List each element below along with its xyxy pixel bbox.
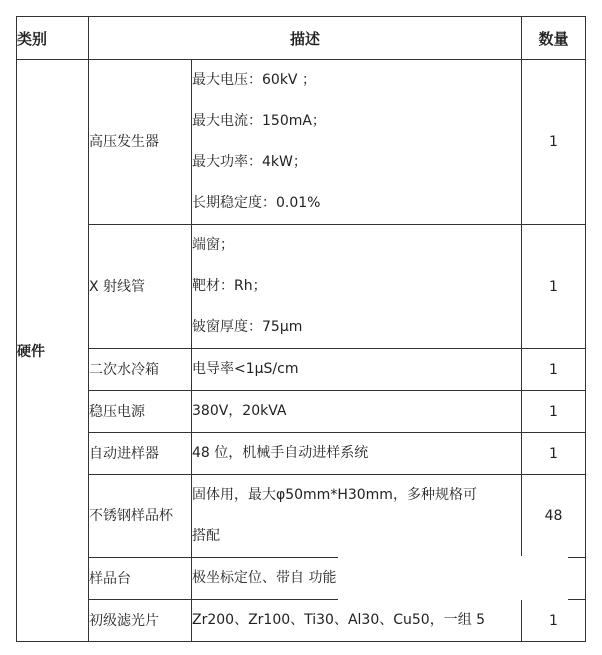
header-quantity: 数量 [522, 17, 586, 60]
desc-line: 电导率<1μS/cm [192, 361, 299, 377]
obscuring-overlay [338, 556, 568, 600]
item-name: 自动进样器 [89, 433, 192, 475]
desc-line: 固体用，最大φ50mm*H30mm，多种规格可 [192, 487, 477, 503]
desc-line: 380V，20kVA [192, 403, 287, 419]
table-row [17, 225, 586, 349]
header-category: 类别 [17, 17, 89, 60]
table-row [17, 60, 586, 225]
item-description [192, 475, 522, 558]
item-name: 样品台 [89, 558, 192, 600]
desc-line: 极坐标定位、带自 功能 [192, 570, 337, 586]
desc-line: 最大电流：150mA； [192, 113, 326, 129]
header-row [17, 17, 586, 60]
item-name: 不锈钢样品杯 [89, 475, 192, 558]
item-quantity: 1 [522, 60, 586, 225]
item-quantity: 1 [522, 600, 586, 642]
item-quantity: 48 [522, 475, 586, 558]
item-name: 初级滤光片 [89, 600, 192, 642]
desc-line: 长期稳定度：0.01% [192, 195, 321, 211]
item-name: 稳压电源 [89, 391, 192, 433]
table-row [17, 600, 586, 642]
item-name: 二次水冷箱 [89, 349, 192, 391]
item-description [192, 349, 522, 391]
desc-line: 端窗； [192, 237, 234, 253]
table-row [17, 349, 586, 391]
item-name: X 射线管 [89, 225, 192, 349]
desc-line: 靶材：Rh； [192, 278, 267, 294]
table-row [17, 391, 586, 433]
item-description [192, 60, 522, 225]
category-cell: 硬件 [17, 60, 89, 642]
item-quantity: 1 [522, 225, 586, 349]
desc-line: 搭配 [192, 528, 220, 544]
item-description [192, 600, 522, 642]
item-name: 高压发生器 [89, 60, 192, 225]
item-description [192, 391, 522, 433]
item-quantity: 1 [522, 391, 586, 433]
item-quantity: 1 [522, 349, 586, 391]
desc-line: 48 位，机械手自动进样系统 [192, 445, 369, 461]
spec-table [16, 16, 586, 642]
desc-line: 铍窗厚度：75μm [192, 319, 303, 335]
item-description [192, 225, 522, 349]
table-row [17, 475, 586, 558]
desc-line: 最大功率：4kW； [192, 154, 307, 170]
item-description [192, 433, 522, 475]
desc-line: Zr200、Zr100、Ti30、Al30、Cu50，一组 5 [192, 612, 486, 628]
desc-line: 最大电压：60kV ； [192, 72, 316, 88]
header-description: 描述 [89, 17, 522, 60]
table-row [17, 433, 586, 475]
item-quantity: 1 [522, 433, 586, 475]
